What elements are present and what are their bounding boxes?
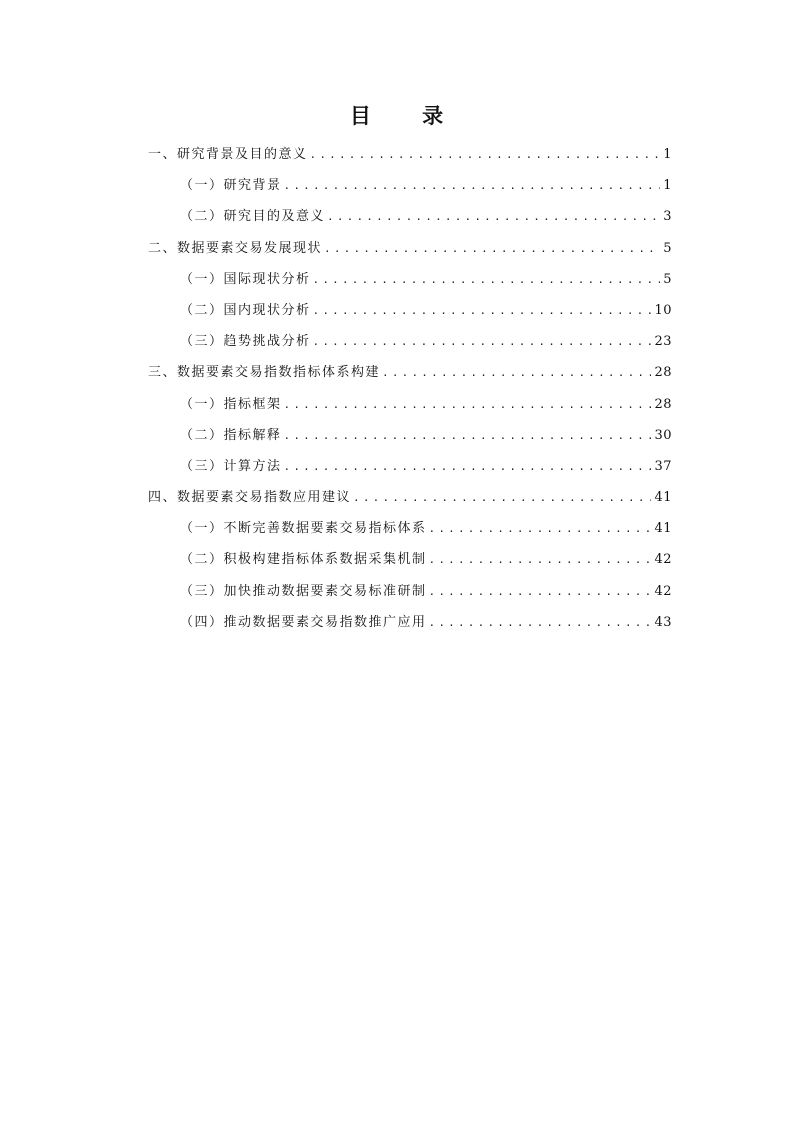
toc-entry-1-1[interactable]	[148, 170, 672, 201]
toc-dot-leader	[429, 544, 652, 575]
toc-entry-label: （一）研究背景	[180, 178, 282, 194]
toc-dot-leader	[353, 482, 651, 513]
toc-entry-label: （一）指标框架	[180, 396, 282, 412]
toc-entry-page: 43	[654, 614, 672, 630]
toc-dot-leader	[313, 264, 661, 295]
toc-entry-3-2[interactable]	[148, 420, 672, 451]
toc-entry-4-4[interactable]	[148, 607, 672, 638]
toc-entry-page: 41	[654, 490, 672, 506]
toc-entry-label: （三）趋势挑战分析	[180, 334, 311, 350]
toc-entry-2-1[interactable]	[148, 264, 672, 295]
toc-entry-4-3[interactable]	[148, 576, 672, 607]
table-of-contents	[148, 139, 672, 638]
toc-entry-page: 37	[654, 458, 672, 474]
toc-entry-page: 41	[654, 521, 672, 537]
toc-entry-page: 30	[654, 427, 672, 443]
toc-entry-page: 5	[663, 271, 672, 287]
toc-entry-page: 3	[663, 209, 672, 225]
toc-entry-label: （三）加快推动数据要素交易标准研制	[180, 583, 427, 599]
toc-entry-page: 23	[654, 334, 672, 350]
toc-entry-4-2[interactable]	[148, 544, 672, 575]
toc-entry-label: 三、数据要素交易指数指标体系构建	[148, 365, 381, 381]
toc-entry-page: 1	[663, 178, 672, 194]
toc-dot-leader	[429, 576, 652, 607]
toc-entry-label: （四）推动数据要素交易指数推广应用	[180, 614, 427, 630]
toc-entry-2[interactable]	[148, 233, 672, 264]
toc-dot-leader	[313, 295, 652, 326]
toc-entry-label: 二、数据要素交易发展现状	[148, 240, 323, 256]
toc-title: 目 录	[349, 104, 466, 128]
toc-entry-4[interactable]	[148, 482, 672, 513]
toc-dot-leader	[324, 233, 660, 264]
toc-entry-label: （一）国际现状分析	[180, 271, 311, 287]
toc-entry-page: 10	[654, 302, 672, 318]
toc-dot-leader	[284, 170, 661, 201]
toc-entry-2-3[interactable]	[148, 326, 672, 357]
toc-dot-leader	[310, 139, 661, 170]
toc-dot-leader	[284, 420, 652, 451]
toc-entry-1[interactable]	[148, 139, 672, 170]
toc-entry-label: （二）国内现状分析	[180, 302, 311, 318]
toc-entry-label: （二）指标解释	[180, 427, 282, 443]
toc-entry-4-1[interactable]	[148, 513, 672, 544]
toc-entry-label: （二）积极构建指标体系数据采集机制	[180, 552, 427, 568]
toc-entry-page: 28	[654, 396, 672, 412]
toc-entry-page: 1	[663, 147, 672, 162]
toc-entry-3[interactable]	[148, 357, 672, 388]
toc-dot-leader	[429, 513, 652, 544]
toc-entry-3-3[interactable]	[148, 451, 672, 482]
toc-entry-label: （一）不断完善数据要素交易指标体系	[180, 521, 427, 537]
toc-entry-2-2[interactable]	[148, 295, 672, 326]
toc-dot-leader	[284, 451, 652, 482]
toc-entry-page: 28	[654, 365, 672, 381]
toc-entry-page: 5	[663, 240, 672, 256]
toc-dot-leader	[382, 357, 651, 388]
toc-dot-leader	[284, 389, 652, 420]
toc-entry-label: （二）研究目的及意义	[180, 209, 326, 225]
toc-entry-page: 42	[654, 583, 672, 599]
toc-dot-leader	[327, 201, 660, 232]
toc-entry-1-2[interactable]	[148, 201, 672, 232]
toc-entry-page: 42	[654, 552, 672, 568]
toc-dot-leader	[313, 326, 652, 357]
toc-entry-label: （三）计算方法	[180, 458, 282, 474]
toc-dot-leader	[429, 607, 652, 638]
toc-entry-3-1[interactable]	[148, 389, 672, 420]
toc-entry-label: 四、数据要素交易指数应用建议	[148, 490, 352, 506]
toc-entry-label: 一、研究背景及目的意义	[148, 147, 308, 162]
